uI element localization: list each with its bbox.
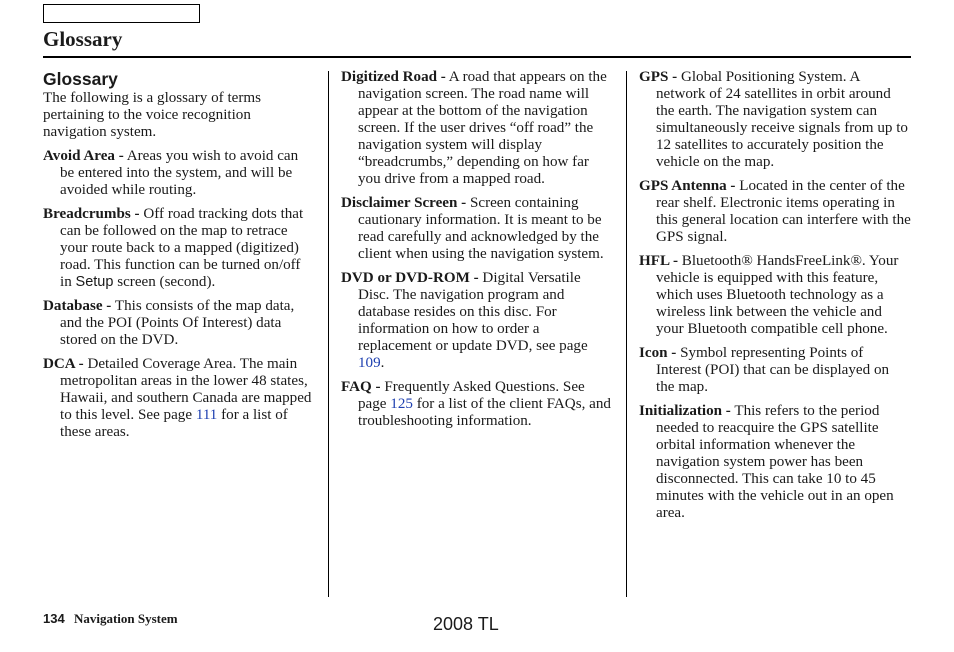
glossary-term: Digitized Road - (341, 69, 446, 85)
column-divider-1 (328, 71, 329, 597)
glossary-definition: Frequently Asked Questions. See page (358, 379, 585, 412)
glossary-definition-end: . (380, 355, 385, 371)
glossary-definition: Off road tracking dots that can be followed on the map to retrace your route back to a mapped (digitized) road. This function can be turned on/off in (60, 206, 304, 290)
glossary-definition: Bluetooth® HandsFreeLink®. Your vehicle is equipped with this feature, which uses Bluetooth technology as a wireless link between the vehicle and your Bluetooth compatible cell phone. (656, 253, 899, 337)
glossary-definition: Symbol representing Points of Interest (POI) that can be displayed on the map. (656, 345, 890, 395)
glossary-definition: Areas you wish to avoid can be entered into the system, and will be avoided while routing. (60, 148, 299, 198)
glossary-entry-dvd (341, 270, 613, 372)
glossary-term: Database - (43, 298, 112, 314)
page-footer (43, 611, 178, 627)
setup-screen-name: Setup (75, 274, 114, 290)
glossary-term: Icon - (639, 345, 677, 361)
page-number: 134 (43, 611, 65, 626)
column-divider-2 (626, 71, 627, 597)
glossary-definition: Digital Versatile Disc. The navigation program and database resides on this disc. For information on how to order a replacement or update DVD, see page (358, 270, 588, 354)
glossary-definition-end: screen (second). (117, 274, 216, 290)
glossary-definition-end: for a list of the client FAQs, and troubleshooting information. (358, 396, 611, 429)
glossary-term: Initialization - (639, 403, 731, 419)
glossary-definition: This consists of the map data, and the POI (Points Of Interest) data stored on the DVD. (60, 298, 295, 348)
glossary-entry-breadcrumbs (43, 206, 315, 291)
glossary-entry-dca (43, 356, 315, 441)
glossary-definition: Global Positioning System. A network of 24 satellites in orbit around the earth. The navigation system can simultaneously receive signals from up to 12 satellites to accurately position the vehicle on the map. (656, 69, 908, 170)
glossary-term: DVD or DVD-ROM - (341, 270, 479, 286)
glossary-entry-hfl (639, 253, 911, 338)
glossary-entry-initialization (639, 403, 911, 522)
glossary-term: GPS Antenna - (639, 178, 736, 194)
header-divider (43, 56, 911, 58)
page-link-111[interactable]: 111 (195, 407, 218, 423)
glossary-term: HFL - (639, 253, 678, 269)
glossary-definition: Screen containing cautionary information. It is meant to be read carefully and acknowledged by the client when using the navigation system. (358, 195, 604, 262)
glossary-term: Breadcrumbs - (43, 206, 140, 222)
glossary-entry-icon (639, 345, 911, 396)
vehicle-model: 2008 TL (433, 614, 499, 634)
glossary-column-3 (639, 69, 911, 529)
glossary-column-1 (43, 69, 315, 448)
glossary-entry-avoid-area (43, 148, 315, 199)
glossary-term: GPS - (639, 69, 678, 85)
glossary-entry-database (43, 298, 315, 349)
glossary-column-2 (341, 69, 613, 437)
glossary-entry-gps-antenna (639, 178, 911, 246)
section-intro: The following is a glossary of terms pertaining to the voice recognition navigation system. (43, 90, 261, 140)
glossary-entry-disclaimer-screen (341, 195, 613, 263)
glossary-term: DCA - (43, 356, 84, 372)
section-heading: Glossary (43, 69, 118, 89)
glossary-definition: Detailed Coverage Area. The main metropolitan areas in the lower 48 states, Hawaii, and southern Canada are mapped to this level. See page (60, 356, 312, 423)
glossary-definition: A road that appears on the navigation screen. The road name will appear at the bottom of the navigation screen. If the user drives “off road” the navigation system will display “breadcrumbs,” depending on how far you drive from a mapped road. (358, 69, 607, 187)
glossary-entry-faq (341, 379, 613, 430)
glossary-definition: This refers to the period needed to reacquire the GPS satellite orbital information whenever the navigation system power has been disconnected. This can take 10 to 45 minutes with the vehicle out in an open area. (656, 403, 894, 521)
glossary-definition: Located in the center of the rear shelf. Electronic items operating in this general location can interfere with the GPS signal. (656, 178, 911, 245)
glossary-term: Avoid Area - (43, 148, 124, 164)
page-title: Glossary (43, 27, 123, 51)
header-tab-box (43, 4, 200, 23)
glossary-term: FAQ - (341, 379, 381, 395)
book-title: Navigation System (73, 611, 178, 626)
glossary-term: Disclaimer Screen - (341, 195, 467, 211)
glossary-definition-end: for a list of these areas. (60, 407, 288, 440)
page-link-109[interactable]: 109 (358, 355, 381, 371)
glossary-entry-gps (639, 69, 911, 171)
glossary-entry-digitized-road (341, 69, 613, 188)
page-link-125[interactable]: 125 (390, 396, 413, 412)
